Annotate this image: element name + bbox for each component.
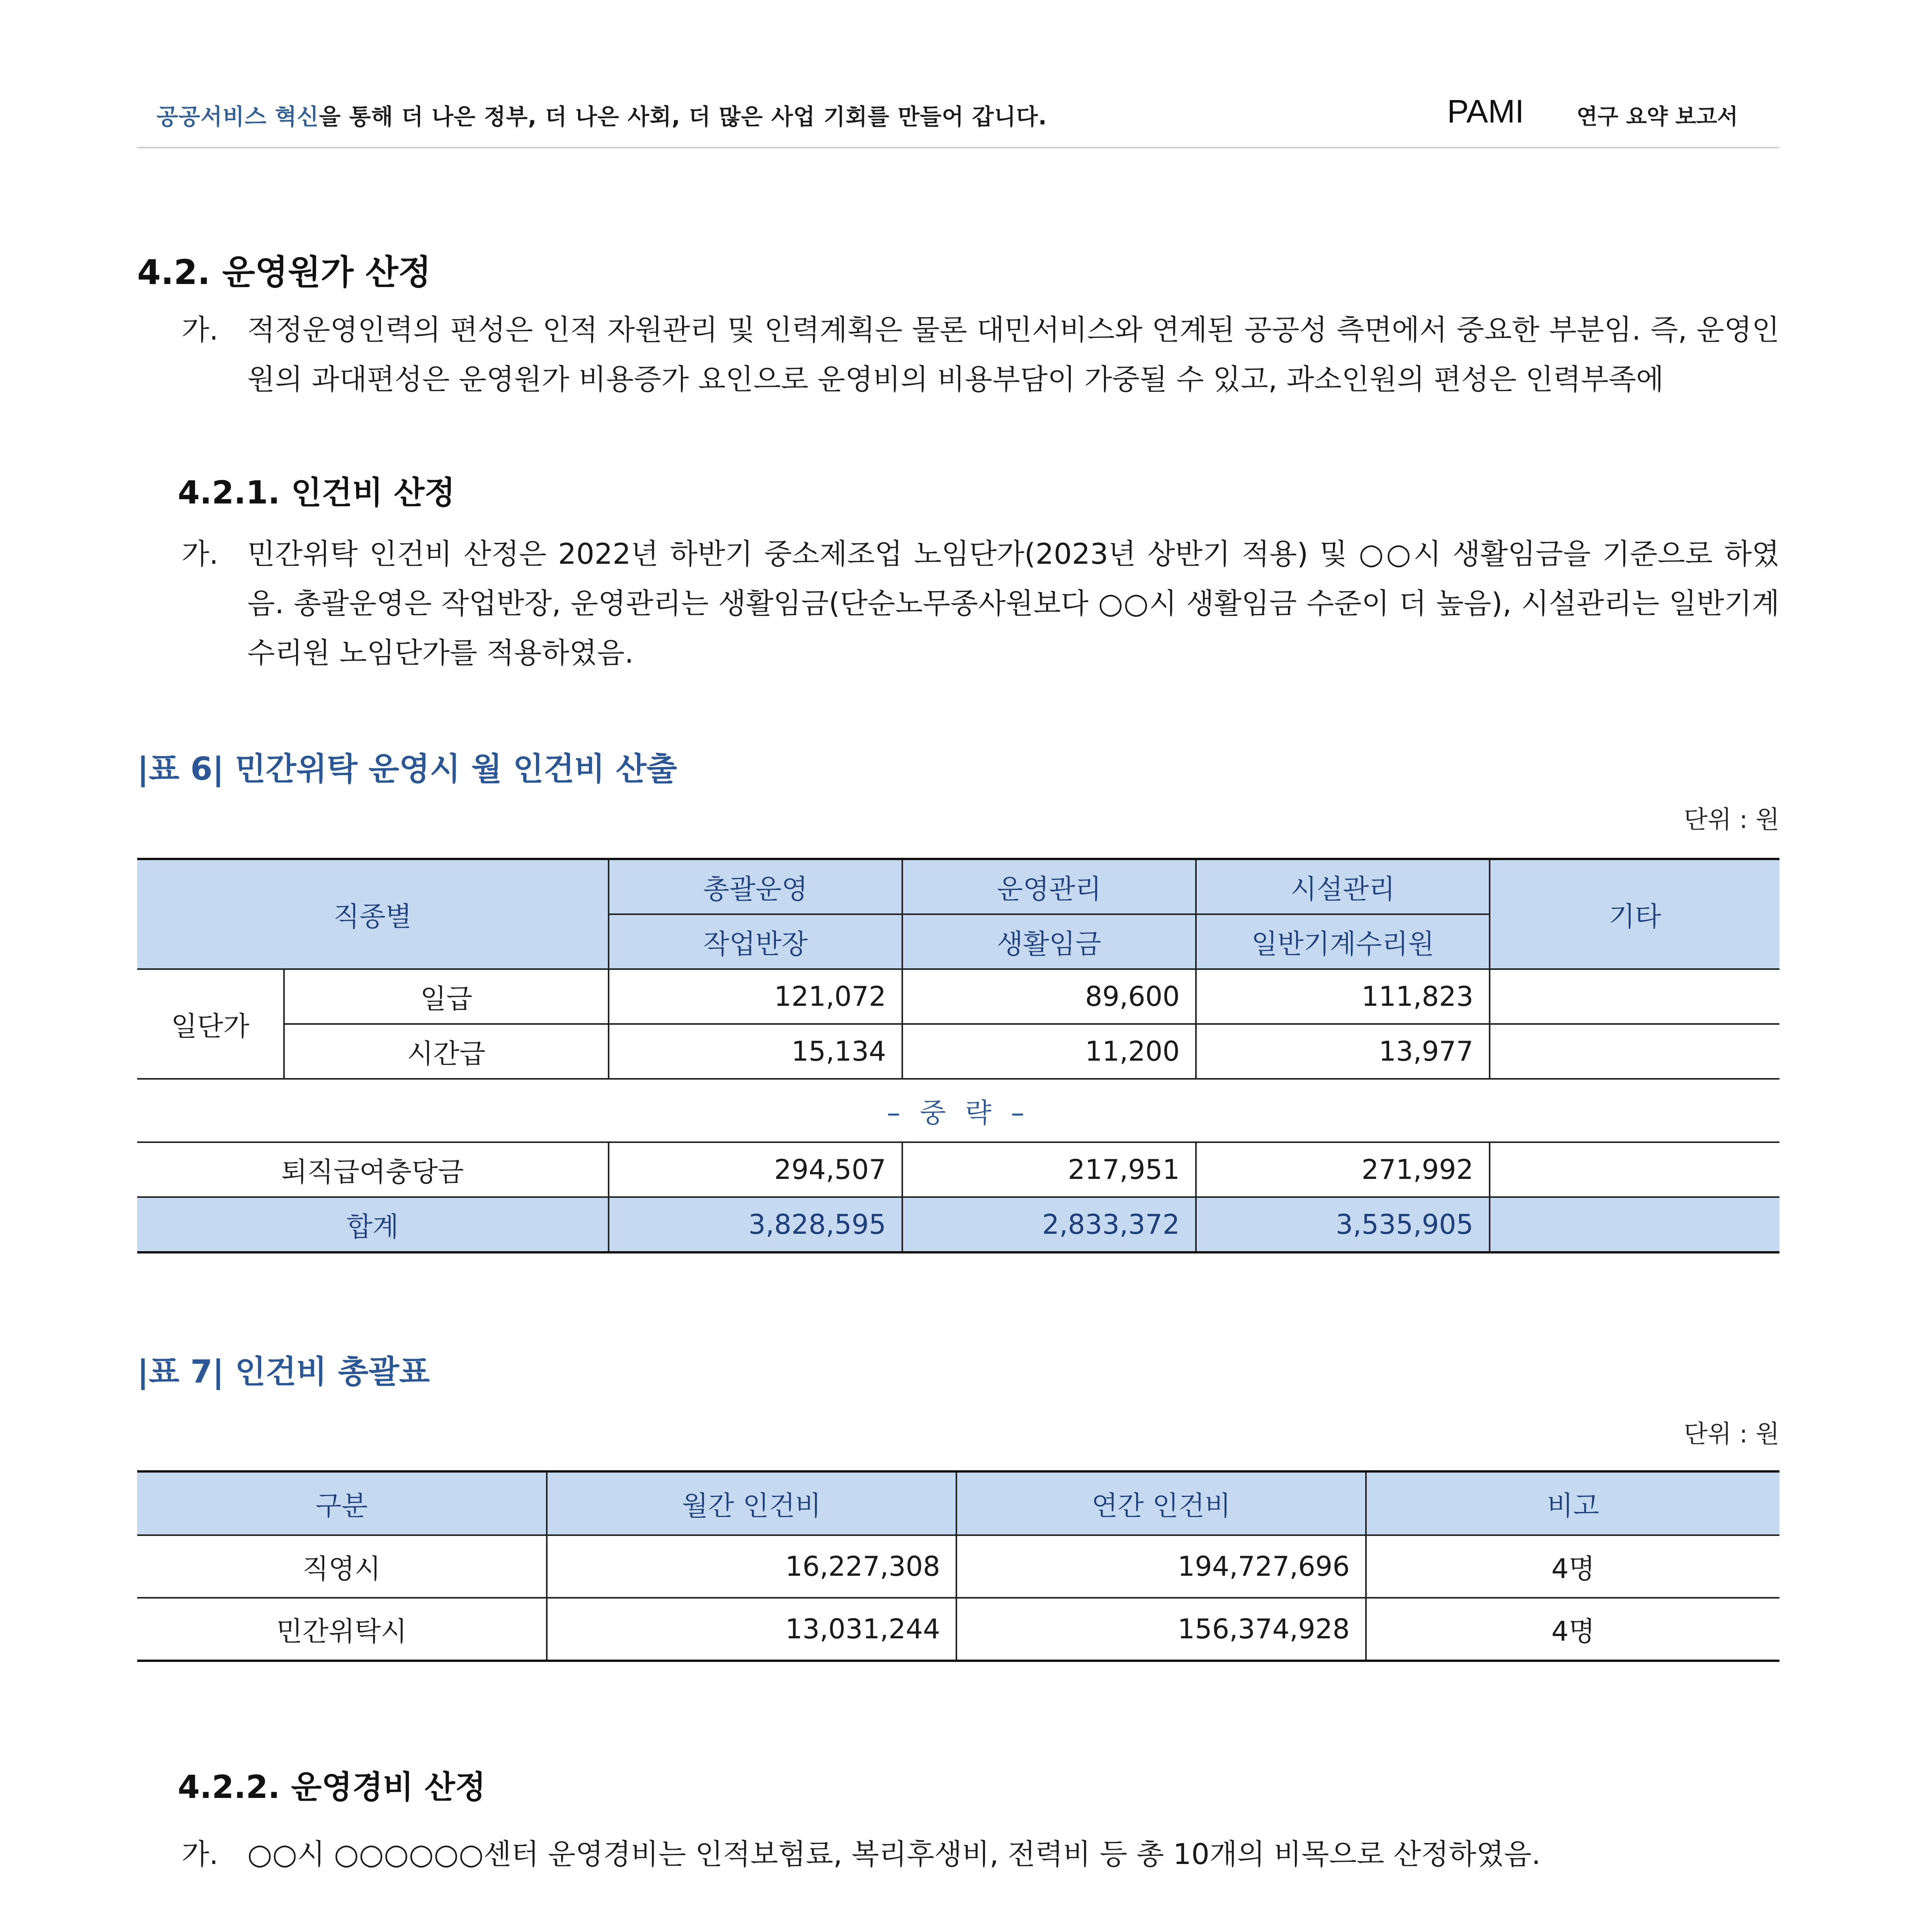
paragraph-4-2-text: 적정운영인력의 편성은 인적 자원관리 및 인력계획은 물론 대민서비스와 연계된 공공성 측면에서 중요한 부분임. 즉, 운영인원의 과대편성은 운영원가 비용증가 요인으로 운영비의 비용부담이 가중될 수 있고, 과소인원의 편성은 인력부족에 — [247, 313, 1779, 396]
table-total-cell: 3,535,905 — [1196, 1197, 1490, 1252]
table-6 — [137, 858, 1779, 1253]
table-7-header-cell: 비고 — [1366, 1471, 1779, 1535]
table-7 — [137, 1470, 1779, 1662]
table-cell: 89,600 — [902, 969, 1196, 1024]
table-7-title: |표 7| 인건비 총괄표 — [137, 1354, 430, 1390]
table-6-header-col3-bottom: 일반기계수리원 — [1196, 914, 1490, 969]
table-row — [137, 1598, 1779, 1661]
table-6-header-col3-top: 시설관리 — [1196, 859, 1490, 914]
table-cell: 121,072 — [609, 969, 902, 1024]
table-cell-label: 민간위탁시 — [137, 1598, 547, 1661]
table-6-header-col1-top: 총괄운영 — [609, 859, 902, 914]
table-cell-label: 직영시 — [137, 1535, 547, 1598]
table-7-header-cell: 월간 인건비 — [547, 1471, 956, 1535]
table-cell — [1490, 1024, 1779, 1079]
table-cell: 271,992 — [1196, 1142, 1490, 1197]
table-6-header-col2-bottom: 생활임금 — [902, 914, 1196, 969]
header-slogan — [156, 99, 1047, 131]
table-cell — [1490, 1142, 1779, 1197]
table-cell: 16,227,308 — [547, 1535, 956, 1598]
table-6-header-etc: 기타 — [1490, 859, 1779, 969]
table-cell: 4명 — [1366, 1535, 1779, 1598]
table-cell: 13,031,244 — [547, 1598, 956, 1661]
table-cell-label: 일급 — [284, 969, 609, 1024]
header-divider — [137, 147, 1779, 148]
section-heading-4-2-1: 4.2.1. 인건비 산정 — [178, 474, 455, 511]
table-total-cell — [1490, 1197, 1779, 1252]
table-row — [137, 1535, 1779, 1598]
table-6-header-row-1 — [137, 859, 1779, 914]
table-row — [137, 1142, 1779, 1197]
table-cell: 15,134 — [609, 1024, 902, 1079]
paragraph-4-2-2-text: ○○시 ○○○○○○센터 운영경비는 인적보험료, 복리후생비, 전력비 등 총 10개의 비목으로 산정하였음. — [247, 1838, 1541, 1871]
table-6-unit: 단위 : 원 — [1684, 806, 1779, 834]
table-7-unit: 단위 : 원 — [1684, 1420, 1779, 1449]
header-slogan-text: 을 통해 더 나은 정부, 더 나은 사회, 더 많은 사업 기회를 만들어 갑니다. — [319, 104, 1047, 130]
paragraph-4-2-1-text: 민간위탁 인건비 산정은 2022년 하반기 중소제조업 노임단가(2023년 상반기 적용) 및 ○○시 생활임금을 기준으로 하였음. 총괄운영은 작업반장, 운영관리는 생활임금(단순노무종사원보다 ○○시 생활임금 수준이 더 높음), 시설관리는 일반기계수리원 노임단가를 적용하였음. — [247, 537, 1779, 670]
paragraph-4-2-1 — [182, 529, 1779, 678]
section-heading-4-2-2: 4.2.2. 운영경비 산정 — [178, 1769, 486, 1806]
table-cell — [1490, 969, 1779, 1024]
table-total-cell: 3,828,595 — [609, 1197, 902, 1252]
table-7-header-cell: 구분 — [137, 1471, 547, 1535]
table-cell: 294,507 — [609, 1142, 902, 1197]
table-cell: 194,727,696 — [956, 1535, 1366, 1598]
item-marker: 가. — [182, 313, 219, 347]
table-6-group-label: 일단가 — [137, 969, 284, 1079]
header-slogan-highlight: 공공서비스 혁신 — [156, 104, 319, 130]
table-total-label: 합계 — [137, 1197, 609, 1252]
header-brand: PAMI — [1447, 93, 1524, 129]
table-cell: 11,200 — [902, 1024, 1196, 1079]
paragraph-4-2 — [182, 305, 1779, 404]
paragraph-4-2-2 — [182, 1830, 1779, 1879]
table-cell-label: 퇴직급여충당금 — [137, 1142, 609, 1197]
table-row — [137, 1024, 1779, 1079]
table-row — [137, 969, 1779, 1024]
table-cell: 111,823 — [1196, 969, 1490, 1024]
item-marker: 가. — [182, 1838, 219, 1871]
table-7-header-cell: 연간 인건비 — [956, 1471, 1366, 1535]
table-7-header-row — [137, 1471, 1779, 1535]
section-heading-4-2: 4.2. 운영원가 산정 — [137, 252, 431, 292]
table-cell: 156,374,928 — [956, 1598, 1366, 1661]
table-6-header-category: 직종별 — [137, 859, 609, 969]
table-omission-row — [137, 1079, 1779, 1142]
item-marker: 가. — [182, 537, 219, 571]
table-6-title: |표 6| 민간위탁 운영시 월 인건비 산출 — [137, 751, 677, 787]
table-total-row — [137, 1197, 1779, 1252]
table-total-cell: 2,833,372 — [902, 1197, 1196, 1252]
table-cell: 13,977 — [1196, 1024, 1490, 1079]
table-cell-label: 시간급 — [284, 1024, 609, 1079]
header-doc-type: 연구 요약 보고서 — [1577, 104, 1738, 129]
table-6-header-col2-top: 운영관리 — [902, 859, 1196, 914]
table-6-header-col1-bottom: 작업반장 — [609, 914, 902, 969]
omission-text: – 중 략 – — [137, 1079, 1779, 1142]
table-cell: 4명 — [1366, 1598, 1779, 1661]
table-cell: 217,951 — [902, 1142, 1196, 1197]
